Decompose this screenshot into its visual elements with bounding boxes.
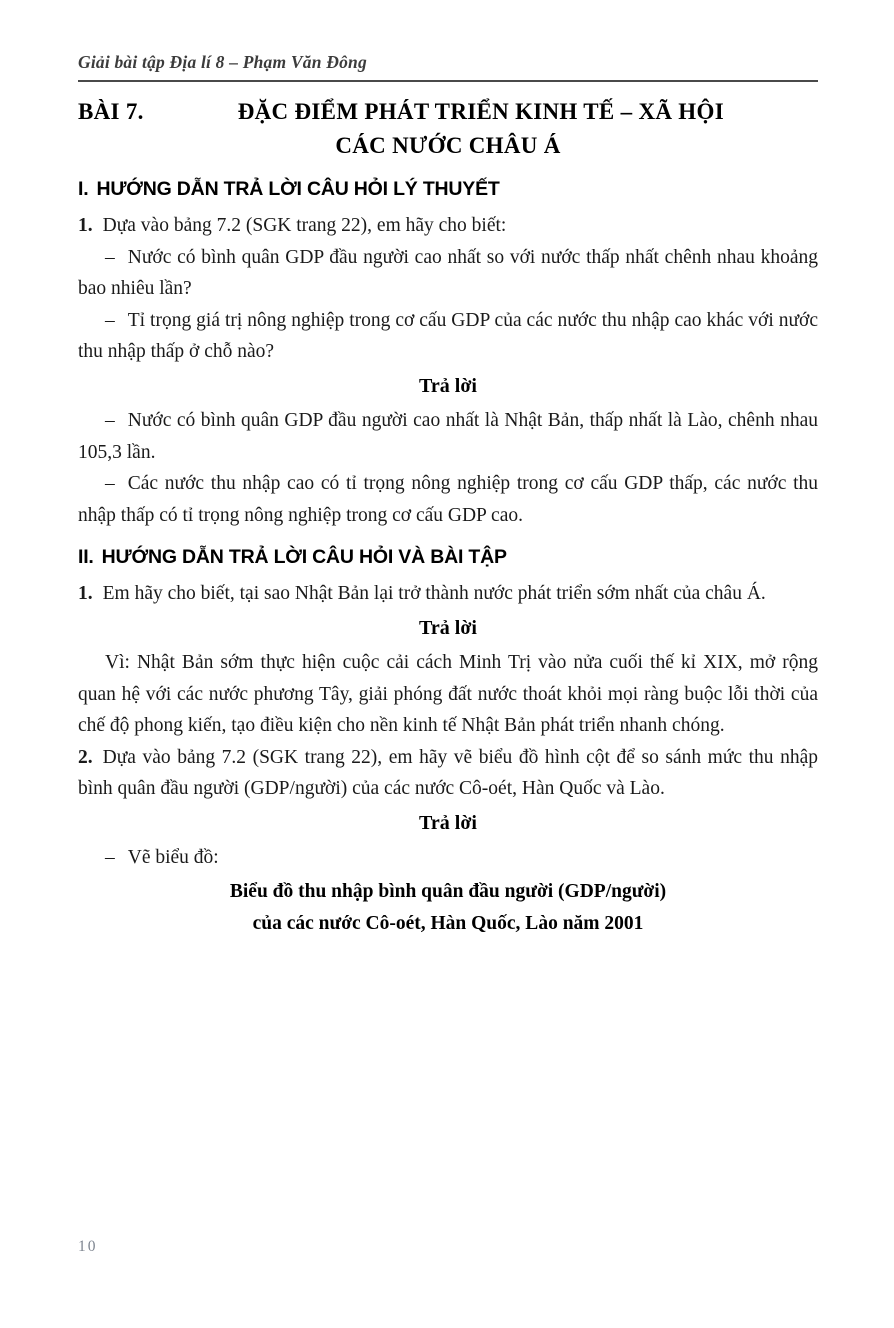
question-number: 1. <box>78 583 93 604</box>
chart-caption-line2: của các nước Cô-oét, Hàn Quốc, Lào năm 2001 <box>252 912 644 934</box>
dash-glyph: – <box>105 309 115 331</box>
dash-glyph: – <box>105 246 115 268</box>
answer-intro-text: Vẽ biểu đồ: <box>127 847 219 868</box>
lesson-number: BÀI 7. <box>78 99 144 124</box>
bullet-text: Nước có bình quân GDP đầu người cao nhất so với nước thấp nhất chênh nhau khoảng bao nhiêu lần? <box>78 246 818 299</box>
section-theory-numeral: I. <box>78 178 89 200</box>
theory-question-1 <box>78 210 818 242</box>
dash-glyph: – <box>105 473 115 494</box>
exercise-answer-2-intro <box>78 842 818 874</box>
section-theory-heading <box>78 176 818 202</box>
chart-caption <box>78 876 818 940</box>
question-text: Dựa vào bảng 7.2 (SGK trang 22), em hãy vẽ biểu đồ hình cột để so sánh mức thu nhập bình quân đầu người (GDP/người) của các nước Cô-oét, Hàn Quốc và Lào. <box>78 746 818 799</box>
lesson-title-line1: ĐẶC ĐIỂM PHÁT TRIỂN KINH TẾ – XÃ HỘI <box>237 99 724 124</box>
header-rule <box>78 80 818 82</box>
section-exercises-heading-text: HƯỚNG DẪN TRẢ LỜI CÂU HỎI VÀ BÀI TẬP <box>101 546 507 568</box>
section-exercises-numeral: II. <box>78 546 94 568</box>
question-number: 2. <box>78 746 93 768</box>
theory-question-1-bullet-2 <box>78 305 818 368</box>
running-header: Giải bài tập Địa lí 8 – Phạm Văn Đông <box>78 52 367 72</box>
page-number: 10 <box>78 1238 98 1255</box>
document-page <box>78 0 818 940</box>
exercise-question-2 <box>78 742 818 805</box>
bullet-text: Tỉ trọng giá trị nông nghiệp trong cơ cấu GDP của các nước thu nhập cao khác với nước thu nhập thấp ở chỗ nào? <box>78 309 818 362</box>
theory-question-1-bullet-1 <box>78 242 818 305</box>
answer-heading: Trả lời <box>419 811 477 834</box>
dash-glyph: – <box>105 410 115 431</box>
answer-heading: Trả lời <box>419 374 477 397</box>
answer-text: Các nước thu nhập cao có tỉ trọng nông nghiệp trong cơ cấu GDP thấp, các nước thu nhập thấp có tỉ trọng nông nghiệp trong cơ cấu GDP cao. <box>78 473 818 526</box>
lesson-title-row <box>78 95 818 129</box>
exercise-answer-1: Vì: Nhật Bản sớm thực hiện cuộc cải cách Minh Trị vào nửa cuối thế kỉ XIX, mở rộng quan hệ với các nước phương Tây, giải phóng đất nước thoát khỏi mọi ràng buộc lỗi thời của chế độ phong kiến, tạo điều kiện cho nền kinh tế Nhật Bản phát triển nhanh chóng. <box>78 652 818 736</box>
question-number: 1. <box>78 215 93 236</box>
question-text: Em hãy cho biết, tại sao Nhật Bản lại trở thành nước phát triển sớm nhất của châu Á. <box>102 583 766 604</box>
section-exercises-heading <box>78 544 818 570</box>
theory-answer-1 <box>78 405 818 468</box>
section-theory-heading-text: HƯỚNG DẪN TRẢ LỜI CÂU HỎI LÝ THUYẾT <box>96 178 500 200</box>
chart-caption-line1: Biểu đồ thu nhập bình quân đầu người (GDP/người) <box>229 880 667 902</box>
lesson-title-line2: CÁC NƯỚC CHÂU Á <box>335 133 561 158</box>
dash-glyph: – <box>105 847 115 868</box>
theory-answer-2 <box>78 468 818 531</box>
question-text: Dựa vào bảng 7.2 (SGK trang 22), em hãy cho biết: <box>102 215 507 236</box>
answer-heading: Trả lời <box>419 616 477 639</box>
answer-text: Nước có bình quân GDP đầu người cao nhất là Nhật Bản, thấp nhất là Lào, chênh nhau 105,3 lần. <box>78 410 818 463</box>
exercise-question-1 <box>78 578 818 610</box>
